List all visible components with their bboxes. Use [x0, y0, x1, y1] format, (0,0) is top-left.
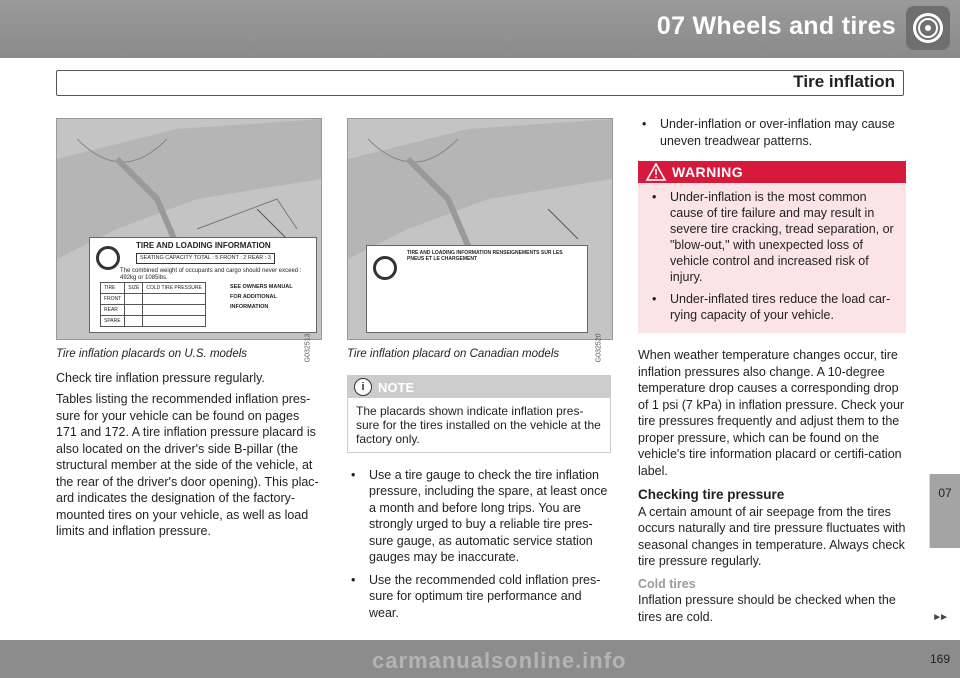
- side-tab-label: 07: [938, 486, 952, 500]
- note-label: NOTE: [378, 379, 415, 395]
- placard-row-label: REAR: [101, 305, 125, 316]
- column-3: [638, 116, 906, 630]
- bullet-list: [638, 116, 906, 149]
- paragraph: Check tire inflation pressure regularly.: [56, 370, 265, 385]
- tire-icon: [96, 246, 120, 270]
- bullet-list: [347, 467, 611, 622]
- placard-title: TIRE AND LOADING INFORMATION RENSEIGNEMENTS SUR LES PNEUS ET LE CHARGEMENT: [407, 250, 563, 262]
- chapter-side-tab: [929, 474, 960, 548]
- warning-triangle-icon: [646, 163, 666, 181]
- warning-header: [638, 161, 906, 183]
- note-header: [348, 376, 610, 398]
- paragraph: A certain amount of air seepage from the tires occurs naturally and tire pressure fluctuates with seasonal changes in temperature. Always check tire pressure regularly.: [638, 504, 906, 568]
- column-2: [347, 118, 611, 627]
- placard-header: COLD TIRE PRESSURE: [143, 283, 205, 294]
- placard-header: SIZE: [125, 283, 143, 294]
- list-item: • Use a tire gauge to check the tire inflation pressure, including the spare, at least once a month and before long trips. You are strongly urged to buy a reliable tire pres-sure gauge, as automatic service station gauges may be inaccurate.: [347, 467, 611, 566]
- placard-title: TIRE AND LOADING INFORMATION: [136, 241, 271, 250]
- list-item: • Under-inflation or over-inflation may cause uneven treadwear patterns.: [638, 116, 906, 149]
- heading-cold-tires: Cold tires: [638, 576, 696, 591]
- placard-row-label: SPARE: [101, 316, 125, 327]
- heading-checking-tire-pressure: Checking tire pressure: [638, 487, 785, 502]
- continue-arrows-icon: ►►: [932, 612, 946, 623]
- placard-capacity: SEATING CAPACITY TOTAL : 5 FRONT : 2 REAR : 3: [136, 253, 275, 264]
- placard-table: [100, 282, 206, 327]
- section-title: Tire inflation: [793, 72, 895, 91]
- paragraph: Tables listing the recommended inflation pres-sure for your vehicle can be found on pages 171 and 172. A tire inflation pressure placard is also located on the driver's side B-pillar (the structural member at the side of the vehicle, at the rear of the driver's door opening). This plac-ard indicates the designation of the factory-mounted tires on your vehicle, as well as load limits and inflation pressure.: [56, 392, 319, 538]
- placard-note: The combined weight of occupants and cargo should never exceed : 492kg or 1085lbs.: [120, 268, 302, 281]
- warning-box: [638, 161, 906, 333]
- figure-code: G032513: [304, 333, 312, 362]
- chapter-title: 07 Wheels and tires: [656, 12, 896, 40]
- wheel-icon: [906, 6, 950, 50]
- figure-caption: Tire inflation placards on U.S. models: [56, 348, 248, 360]
- watermark: carmanualsonline.info: [372, 648, 627, 673]
- paragraph: Inflation pressure should be checked when the tires are cold.: [638, 593, 896, 624]
- placard-see-owners: SEE OWNERS MANUAL FOR ADDITIONAL INFORMATION: [230, 284, 293, 310]
- section-bar: [56, 70, 904, 96]
- list-item: • Use the recommended cold inflation pres-sure for optimum tire performance and wear.: [347, 572, 611, 622]
- placard-us: [89, 237, 317, 333]
- figure-caption: Tire inflation placard on Canadian models: [347, 348, 560, 360]
- warning-body: [638, 183, 906, 333]
- note-box: [347, 375, 611, 453]
- paragraph: When weather temperature changes occur, tire inflation pressures also change. A 10-degree temperature drop causes a corresponding drop of 1 psi (7 kPa) in inflation pressure. Check your tire pressures frequently and adjust them to the proper pressure, which can be found on the vehicle's tire information placard or certifi-cation label.: [638, 348, 905, 478]
- placard-canada: [366, 245, 588, 333]
- list-item: • Under-inflation is the most common cause of tire failure and may result in severe tire cracking, tread separation, or "blow-out," with unexpected loss of vehicle control and increased risk of injury.: [648, 189, 898, 285]
- note-text: The placards shown indicate inflation pres-sure for the tires installed on the vehicle at the factory only.: [356, 403, 601, 446]
- placard-row-label: FRONT: [101, 294, 125, 305]
- tire-icon: [373, 256, 397, 280]
- list-item: • Under-inflated tires reduce the load car-rying capacity of your vehicle.: [648, 291, 898, 323]
- warning-label: WARNING: [672, 164, 744, 180]
- info-icon: i: [354, 378, 372, 396]
- page-number: 169: [929, 652, 950, 666]
- column-1: [56, 118, 322, 545]
- figure-code: G032520: [595, 333, 603, 362]
- page-header: [0, 0, 960, 58]
- warning-list: [648, 189, 898, 323]
- placard-header: TIRE: [101, 283, 125, 294]
